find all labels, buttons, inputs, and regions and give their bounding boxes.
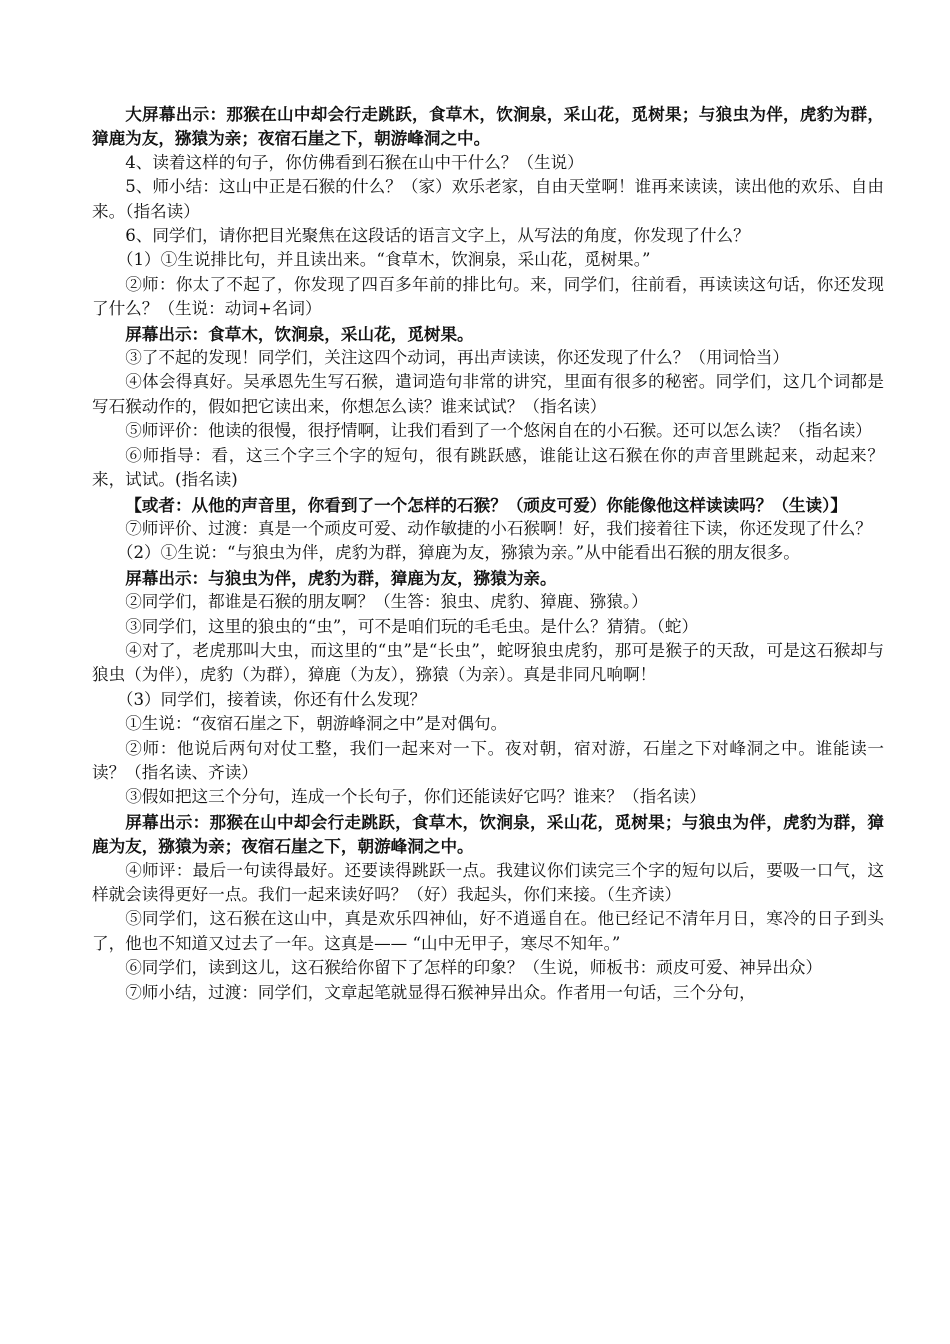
paragraph-part3-step6: ⑥同学们，读到这儿，这石猴给你留下了怎样的印象？（生说，师板书：顽皮可爱、神异出众） xyxy=(125,958,823,978)
paragraph-screen-display-3: 屏幕出示：与狼虫为伴，虎豹为群，獐鹿为友，猕猿为亲。 xyxy=(125,567,557,588)
paragraph-alternative-note: 【或者：从他的声音里，你看到了一个怎样的石猴？（顽皮可爱）你能像他这样读读吗？（生读）】 xyxy=(125,494,848,515)
paragraph-part3-step4: ④师评：最后一句读得最好。还要读得跳跃一点。我建议你们读完三个字的短句以后，要吸一口气，这样就会读得更好一点。我们一起来读好吗？（好）我起头，你们来接。（生齐读） xyxy=(92,860,884,904)
paragraph-q4: 4、读着这样的句子，你仿佛看到石猴在山中干什么？（生说） xyxy=(125,152,584,172)
paragraph-part3-step3: ③假如把这三个分句，连成一个长句子，你们还能读好它吗？谁来？（指名读） xyxy=(125,787,706,807)
paragraph-part1-step2: ②师：你太了不起了，你发现了四百多年前的排比句。来，同学们，往前看，再读读这句话，你还发现了什么？（生说：动词+名词） xyxy=(92,274,884,319)
paragraph-part1-step1: （1）①生说排比句，并且读出来。“食草木，饮涧泉，采山花，觅树果。” xyxy=(116,250,651,270)
paragraph-screen-display-1: 大屏幕出示：那猴在山中却会行走跳跃，食草木，饮涧泉，采山花，觅树果；与狼虫为伴，虎豹为群，獐鹿为友，猕猿为亲；夜宿石崖之下，朝游峰洞之中。 xyxy=(92,104,884,149)
paragraph-part3-step5: ⑤同学们，这石猴在这山中，真是欢乐四神仙，好不逍遥自在。他已经记不清年月日，寒冷的日子到头了，他也不知道又过去了一年。这真是—— “山中无甲子，寒尽不知年。” xyxy=(92,909,884,953)
paragraph-part1-step5: ⑤师评价：他读的很慢，很抒情啊，让我们看到了一个悠闲自在的小石猴。还可以怎么读？（指名读） xyxy=(125,421,872,441)
paragraph-part2-step1: （2）①生说：“与狼虫为伴，虎豹为群，獐鹿为友，猕猿为亲。”从中能看出石猴的朋友很多。 xyxy=(116,543,800,563)
paragraph-part3-intro: （3）同学们，接着读，你还有什么发现？ xyxy=(116,689,427,709)
paragraph-part3-step7: ⑦师小结，过渡：同学们，文章起笔就显得石猴神异出众。作者用一句话，三个分句， xyxy=(125,982,756,1002)
paragraph-q5: 5、师小结：这山中正是石猴的什么？（家）欢乐老家，自由天堂啊！谁再来读读，读出他的欢乐、自由来。（指名读） xyxy=(92,177,884,221)
paragraph-part1-step6: ⑥师指导：看，这三个字三个字的短句，很有跳跃感，谁能让这石猴在你的声音里跳起来，动起来？来，试试。(指名读) xyxy=(92,445,884,490)
paragraph-part3-step2: ②师：他说后两句对仗工整，我们一起来对一下。夜对朝，宿对游，石崖之下对峰洞之中。谁能读一读？（指名读、齐读） xyxy=(92,738,884,782)
paragraph-part3-step1: ①生说：“夜宿石崖之下，朝游峰洞之中”是对偶句。 xyxy=(125,714,508,734)
paragraph-part2-step2: ②同学们，都谁是石猴的朋友啊？（生答：狼虫、虎豹、獐鹿、猕猿。） xyxy=(125,592,648,612)
paragraph-part2-step3: ③同学们，这里的狼虫的“虫”，可不是咱们玩的毛毛虫。是什么？猜猜。（蛇） xyxy=(125,616,699,636)
paragraph-q6: 6、同学们，请你把目光聚焦在这段话的语言文字上，从写法的角度，你发现了什么？ xyxy=(125,226,750,246)
paragraph-part1-step4: ④体会得真好。吴承恩先生写石猴，遣词造句非常的讲究，里面有很多的秘密。同学们，这几个词都是写石猴动作的，假如把它读出来，你想怎么读？谁来试试？（指名读） xyxy=(92,372,884,416)
paragraph-screen-display-2: 屏幕出示：食草木，饮涧泉，采山花，觅树果。 xyxy=(125,323,474,344)
paragraph-part1-step7: ⑦师评价、过渡：真是一个顽皮可爱、动作敏捷的小石猴啊！好，我们接着往下读，你还发现了什么？ xyxy=(125,518,872,538)
paragraph-screen-display-4: 屏幕出示：那猴在山中却会行走跳跃，食草木，饮涧泉，采山花，觅树果；与狼虫为伴，虎豹为群，獐鹿为友，猕猿为亲；夜宿石崖之下，朝游峰洞之中。 xyxy=(92,811,884,857)
paragraph-part1-step3: ③了不起的发现！同学们，关注这四个动词，再出声读读，你还发现了什么？（用词恰当） xyxy=(125,348,789,368)
document-body xyxy=(92,102,884,1005)
paragraph-part2-step4: ④对了，老虎那叫大虫，而这里的“虫”是“长虫”，蛇呀狼虫虎豹，那可是猴子的天敌，可是这石猴却与狼虫（为伴），虎豹（为群），獐鹿（为友），猕猿（为亲）。真是非同凡响啊！ xyxy=(92,640,884,685)
